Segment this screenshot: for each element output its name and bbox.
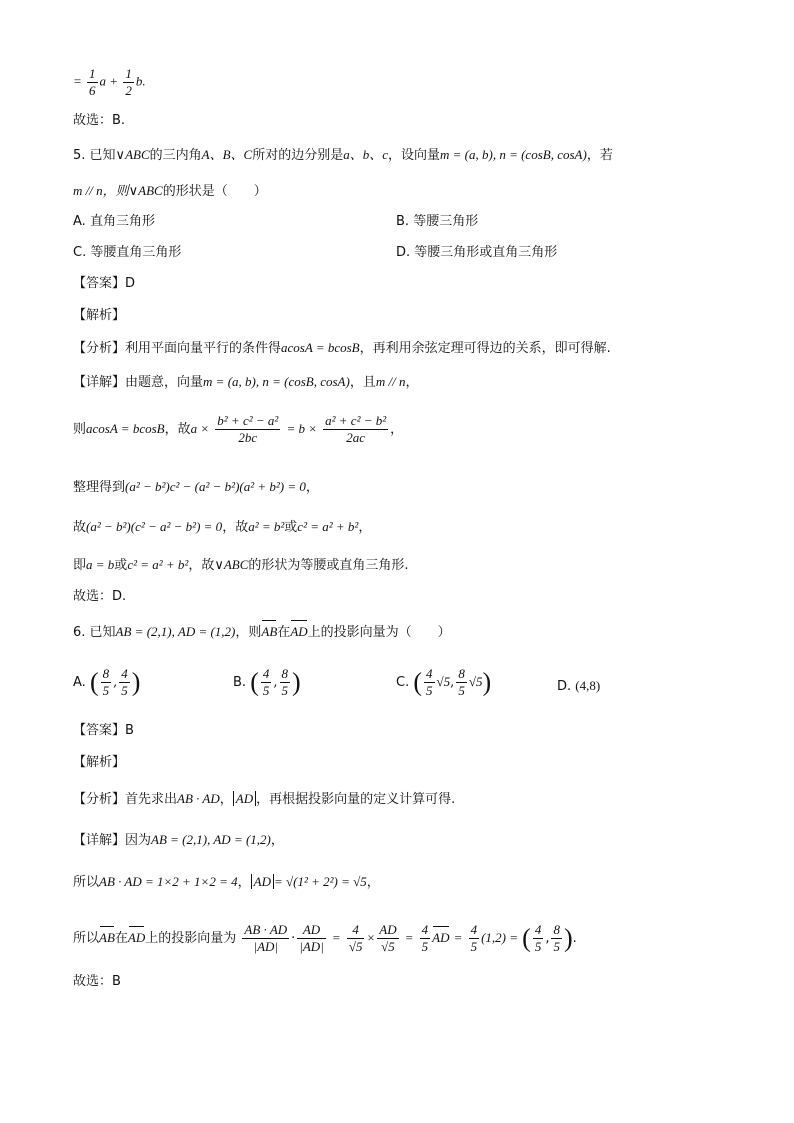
top-equation: = $\frac{1}{6}$ a + $\frac{1}{2}$ b. xyxy=(73,66,146,98)
q5-option-a: A. 直角三角形 xyxy=(73,214,155,229)
q6-option-c: C. ( $\frac{4}{5}$ √5, $\frac{8}{5}$ √5) xyxy=(396,666,492,698)
q5-zhengli: 整理得到(a² − b²)c² − (a² − b²)(a² + b²) = 0， xyxy=(73,479,319,495)
q6-suoyi: 所以AB · AD = 1×2 + 1×2 = 4， AD = √(1² + 2²) = √5， xyxy=(73,874,380,890)
q6-stem: 6. 已知AB = (2,1), AD = (1,2)，则AB在AD上的投影向量为（ ） xyxy=(73,624,451,640)
q5-gu: 故(a² − b²)(c² − a² − b²) = 0，故a² = b²或c² = a² + b²， xyxy=(73,519,372,535)
q6-option-a: A. ( $\frac{8}{5}$ , $\frac{4}{5}$ ) xyxy=(73,666,141,698)
q6-answer: 【答案】B xyxy=(73,723,134,738)
q5-stem-line2: m // n，则∨ABC的形状是（ ） xyxy=(73,183,267,199)
top-answer: 故选：B. xyxy=(73,113,126,128)
q5-cos-line: 则acosA = bcosB，故a × $\frac{\text{b² + c² − a²}}{2bc}$ = b × $\frac{\text{a² + c² − b²}}{2ac}$ ， xyxy=(73,413,404,445)
q6-projection: 所以AB在AD上的投影向量为 $\frac{AB \cdot AD}{|AD|}$ · $\frac{AD}{|AD|}$ = $\frac{4}{√5}$ × $\frac{AD}{√5}$ = $\frac{4}{5}$ AD = $\frac{4}{5}$ (1,2) = ( $\frac{4}{5}$ , $\frac{8}{5}$ ). xyxy=(73,922,577,954)
q5-option-b: B. 等腰三角形 xyxy=(396,214,479,229)
q5-detail: 【详解】由题意，向量m = (a, b), n = (cosB, cosA)，且m // n， xyxy=(73,374,419,390)
q6-option-b: B. ( $\frac{4}{5}$ , $\frac{8}{5}$ ) xyxy=(233,666,301,698)
q5-analysis-tag: 【解析】 xyxy=(73,308,126,323)
q5-stem-line1: 5. 已知∨ABC的三内角A、B、C所对的边分别是a、b、c，设向量m = (a, b), n = (cosB, cosA)，若 xyxy=(73,147,613,163)
q5-fenxi: 【分析】利用平面向量平行的条件得acosA = bcosB，再利用余弦定理可得边的关系，即可得解. xyxy=(73,340,611,356)
q5-ji: 即a = b或c² = a² + b²，故∨ABC的形状为等腰或直角三角形. xyxy=(73,557,409,573)
q5-option-c: C. 等腰直角三角形 xyxy=(73,245,182,260)
q5-option-d: D. 等腰三角形或直角三角形 xyxy=(396,245,558,260)
q5-answer: 【答案】D xyxy=(73,276,136,291)
q6-detail: 【详解】因为AB = (2,1), AD = (1,2)， xyxy=(73,832,284,848)
q6-analysis-tag: 【解析】 xyxy=(73,755,126,770)
q6-option-d: D. (4,8) xyxy=(557,678,601,694)
q5-final: 故选：D. xyxy=(73,589,127,604)
q6-fenxi: 【分析】首先求出AB · AD， AD ，再根据投影向量的定义计算可得. xyxy=(73,791,456,807)
q6-final: 故选：B xyxy=(73,974,121,989)
